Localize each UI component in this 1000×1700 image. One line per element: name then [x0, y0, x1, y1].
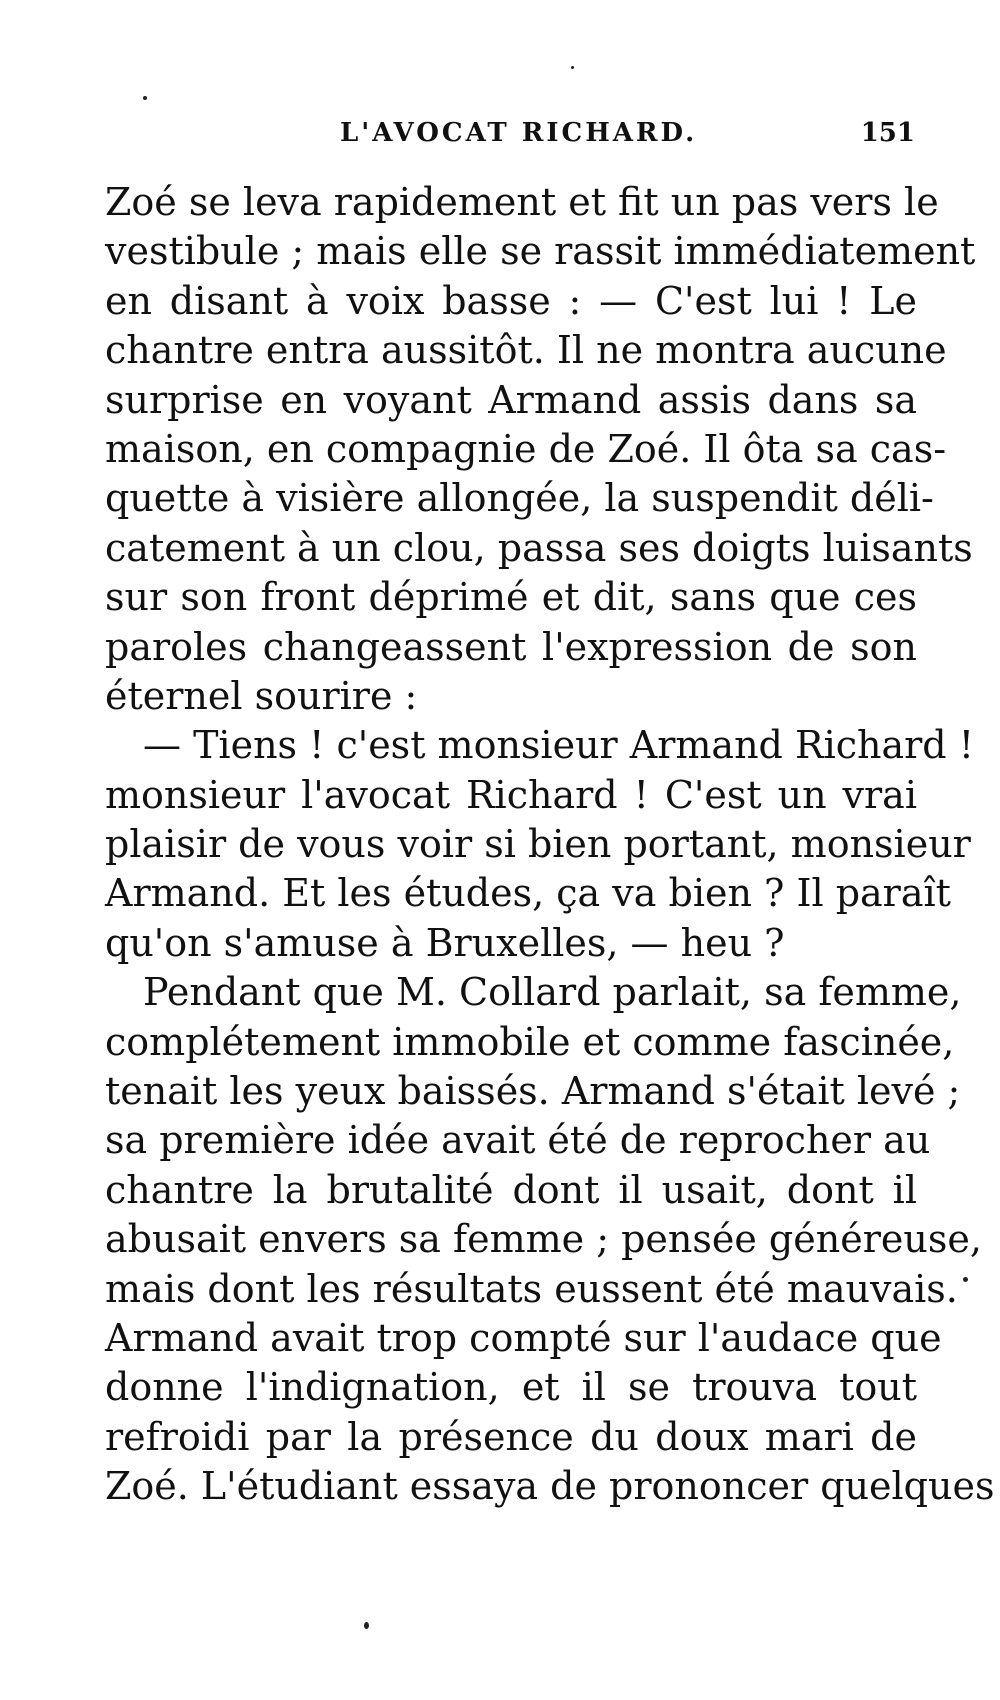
- text-line: chantre entra aussitôt. Il ne montra aucune: [105, 328, 947, 373]
- text-line: qu'on s'amuse à Bruxelles, — heu ?: [105, 920, 785, 965]
- text-line: Armand avait trop compté sur l'audace que: [105, 1315, 942, 1360]
- text-line: chantre la brutalité dont il usait, dont il: [105, 1167, 917, 1212]
- ink-speck: [571, 66, 574, 69]
- body-text: [105, 178, 995, 1512]
- text-line: donne l'indignation, et il se trouva tout: [105, 1365, 917, 1410]
- ink-speck: [963, 1277, 968, 1282]
- page-number: 151: [860, 118, 915, 148]
- text-line: Zoé. L'étudiant essaya de prononcer quelques: [105, 1464, 995, 1509]
- ink-speck: [364, 1622, 369, 1629]
- text-line: tenait les yeux baissés. Armand s'était levé ;: [105, 1069, 961, 1114]
- text-line: en disant à voix basse : — C'est lui ! Le: [105, 278, 917, 323]
- text-line: complétement immobile et comme fascinée,: [105, 1019, 955, 1064]
- text-line: quette à visière allongée, la suspendit déli-: [105, 476, 934, 521]
- text-line: — Tiens ! c'est monsieur Armand Richard !: [143, 723, 974, 768]
- text-line: sa première idée avait été de reprocher au: [105, 1118, 931, 1163]
- page-header: [105, 118, 915, 158]
- text-line: Pendant que M. Collard parlait, sa femme,: [143, 970, 962, 1015]
- text-line: abusait envers sa femme ; pensée généreuse,: [105, 1217, 982, 1262]
- text-line: refroidi par la présence du doux mari de: [105, 1414, 917, 1459]
- text-line: paroles changeassent l'expression de son: [105, 624, 917, 669]
- text-line: éternel sourire :: [105, 673, 418, 718]
- text-line: plaisir de vous voir si bien portant, monsieur: [105, 822, 971, 867]
- text-line: vestibule ; mais elle se rassit immédiatement: [105, 229, 976, 274]
- text-line: maison, en compagnie de Zoé. Il ôta sa cas-: [105, 426, 947, 471]
- text-line: Armand. Et les études, ça va bien ? Il paraît: [105, 871, 951, 916]
- text-line: monsieur l'avocat Richard ! C'est un vrai: [105, 772, 917, 817]
- text-line: mais dont les résultats eussent été mauvais.: [105, 1266, 958, 1311]
- text-line: Zoé se leva rapidement et fit un pas vers le: [105, 180, 939, 224]
- running-title: L'AVOCAT RICHARD.: [340, 118, 698, 148]
- text-line: catement à un clou, passa ses doigts luisants: [105, 525, 973, 570]
- ink-speck: [143, 96, 147, 100]
- text-line: sur son front déprimé et dit, sans que ces: [105, 575, 917, 620]
- text-line: surprise en voyant Armand assis dans sa: [105, 377, 917, 422]
